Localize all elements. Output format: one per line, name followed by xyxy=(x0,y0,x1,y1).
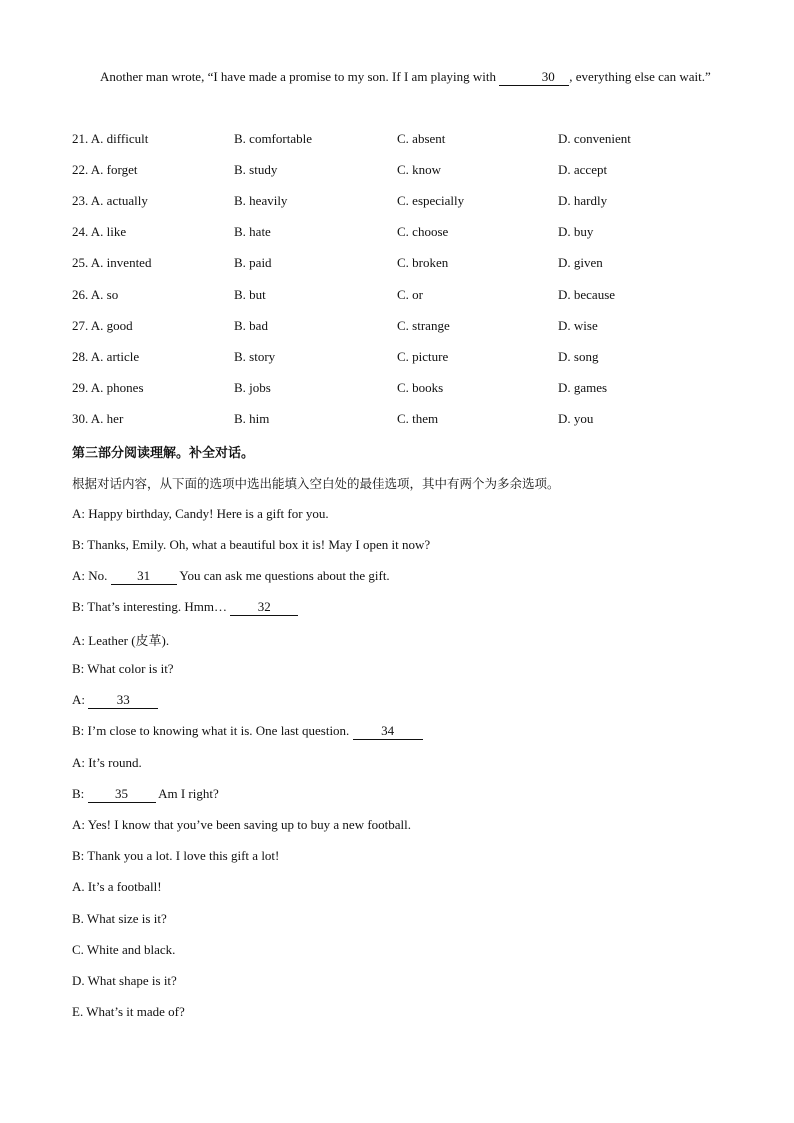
option-b: B. story xyxy=(234,348,276,364)
option-a-cell xyxy=(72,162,138,178)
question-number: 24. xyxy=(72,224,89,240)
option-d: D. because xyxy=(558,286,616,302)
option-d: D. song xyxy=(558,348,599,364)
option-b: B. study xyxy=(234,162,278,178)
option-row xyxy=(72,162,732,182)
option-d: D. wise xyxy=(558,317,598,333)
option-row xyxy=(72,131,732,151)
option-d: D. buy xyxy=(558,224,594,240)
passage-text-after: , everything else can wait.” xyxy=(569,69,711,84)
question-number: 28. xyxy=(72,348,89,364)
choice-b: B. What size is it? xyxy=(72,911,167,926)
option-a: A. article xyxy=(90,348,140,364)
option-c: C. know xyxy=(397,162,442,178)
question-number: 23. xyxy=(72,193,89,209)
option-b: B. bad xyxy=(234,317,268,333)
option-row xyxy=(72,224,732,244)
dialogue-line-2: B: Thanks, Emily. Oh, what a beautiful box it is! May I open it now? xyxy=(72,537,431,552)
option-c: C. picture xyxy=(397,348,449,364)
option-d: D. games xyxy=(558,379,608,395)
option-b: B. jobs xyxy=(234,379,271,395)
option-row xyxy=(72,287,732,307)
choice-e: E. What’s it made of? xyxy=(72,1004,185,1019)
blank-31: 31 xyxy=(111,568,177,585)
option-a-cell xyxy=(72,380,144,396)
option-b: B. him xyxy=(234,410,270,426)
option-c: C. or xyxy=(397,286,423,302)
option-a: A. difficult xyxy=(90,131,149,146)
option-a: A. so xyxy=(90,286,119,302)
option-b: B. comfortable xyxy=(234,131,312,146)
choice-a: A. It’s a football! xyxy=(72,879,162,894)
dialogue-line-12: B: Thank you a lot. I love this gift a lot! xyxy=(72,848,280,863)
option-c: C. absent xyxy=(397,131,446,146)
option-d: D. given xyxy=(558,255,603,271)
question-number: 29. xyxy=(72,379,89,395)
passage-text-before: Another man wrote, “I have made a promise to my son. If I am playing with xyxy=(100,69,500,84)
option-row xyxy=(72,193,732,213)
option-a-cell xyxy=(72,349,139,365)
question-number: 30. xyxy=(72,410,89,426)
blank-35: 35 xyxy=(88,786,156,803)
option-c: C. broken xyxy=(397,255,449,271)
option-a: A. phones xyxy=(90,379,144,395)
question-number: 25. xyxy=(72,255,89,271)
dialogue-line-7 xyxy=(72,692,158,709)
question-number: 21. xyxy=(72,131,89,146)
option-d: D. convenient xyxy=(558,131,631,146)
dialogue-line-6: B: What color is it? xyxy=(72,661,174,676)
choice-c: C. White and black. xyxy=(72,942,176,957)
dialogue-line-7-pre: A: xyxy=(72,692,89,707)
option-row xyxy=(72,255,732,275)
option-row xyxy=(72,411,732,431)
dialogue-line-10 xyxy=(72,786,219,803)
option-b: B. hate xyxy=(234,224,271,240)
dialogue-line-10-post: Am I right? xyxy=(155,786,219,801)
dialogue-line-3 xyxy=(72,568,390,585)
dialogue-line-5: A: Leather (皮革). xyxy=(72,633,170,648)
blank-30: 30 xyxy=(499,69,569,86)
option-d: D. hardly xyxy=(558,193,608,209)
option-b: B. but xyxy=(234,286,266,302)
blank-33: 33 xyxy=(88,692,158,709)
dialogue-line-3-pre: A: No. xyxy=(72,568,111,583)
section-title: 第三部分阅读理解。补全对话。 xyxy=(72,446,255,461)
option-row xyxy=(72,349,732,369)
question-number: 22. xyxy=(72,162,89,178)
option-c: C. choose xyxy=(397,224,449,240)
choice-d: D. What shape is it? xyxy=(72,973,177,988)
dialogue-line-9: A: It’s round. xyxy=(72,755,142,770)
option-a: A. invented xyxy=(90,255,152,271)
option-row xyxy=(72,318,732,338)
option-a-cell xyxy=(72,411,123,427)
option-a: A. her xyxy=(90,410,124,426)
option-a: A. like xyxy=(90,224,127,240)
option-c: C. them xyxy=(397,410,439,426)
option-b: B. paid xyxy=(234,255,272,271)
option-c: C. strange xyxy=(397,317,450,333)
option-a-cell xyxy=(72,193,148,209)
passage-paragraph xyxy=(72,61,727,92)
option-a-cell xyxy=(72,287,118,303)
dialogue-line-8-pre: B: I’m close to knowing what it is. One last question. xyxy=(72,723,353,738)
option-row xyxy=(72,380,732,400)
option-c: C. books xyxy=(397,379,444,395)
section-instruction: 根据对话内容，从下面的选项中选出能填入空白处的最佳选项，其中有两个为多余选项。 xyxy=(72,476,560,491)
option-a: A. forget xyxy=(90,162,138,178)
dialogue-line-11: A: Yes! I know that you’ve been saving up to buy a new football. xyxy=(72,817,412,832)
blank-34: 34 xyxy=(353,723,423,740)
option-b: B. heavily xyxy=(234,193,288,209)
dialogue-line-4 xyxy=(72,599,298,616)
option-d: D. accept xyxy=(558,162,608,178)
option-c: C. especially xyxy=(397,193,465,209)
option-a-cell xyxy=(72,224,126,240)
question-number: 26. xyxy=(72,286,89,302)
dialogue-line-1: A: Happy birthday, Candy! Here is a gift for you. xyxy=(72,506,329,521)
dialogue-line-10-pre: B: xyxy=(72,786,88,801)
option-a: A. actually xyxy=(90,193,148,209)
dialogue-line-4-pre: B: That’s interesting. Hmm… xyxy=(72,599,231,614)
option-a-cell xyxy=(72,318,133,334)
option-a-cell xyxy=(72,131,148,147)
dialogue-line-3-post: You can ask me questions about the gift. xyxy=(176,568,390,583)
blank-32: 32 xyxy=(230,599,298,616)
option-a: A. good xyxy=(90,317,133,333)
question-number: 27. xyxy=(72,317,89,333)
option-d: D. you xyxy=(558,410,594,426)
dialogue-line-8 xyxy=(72,723,423,740)
option-a-cell xyxy=(72,255,151,271)
